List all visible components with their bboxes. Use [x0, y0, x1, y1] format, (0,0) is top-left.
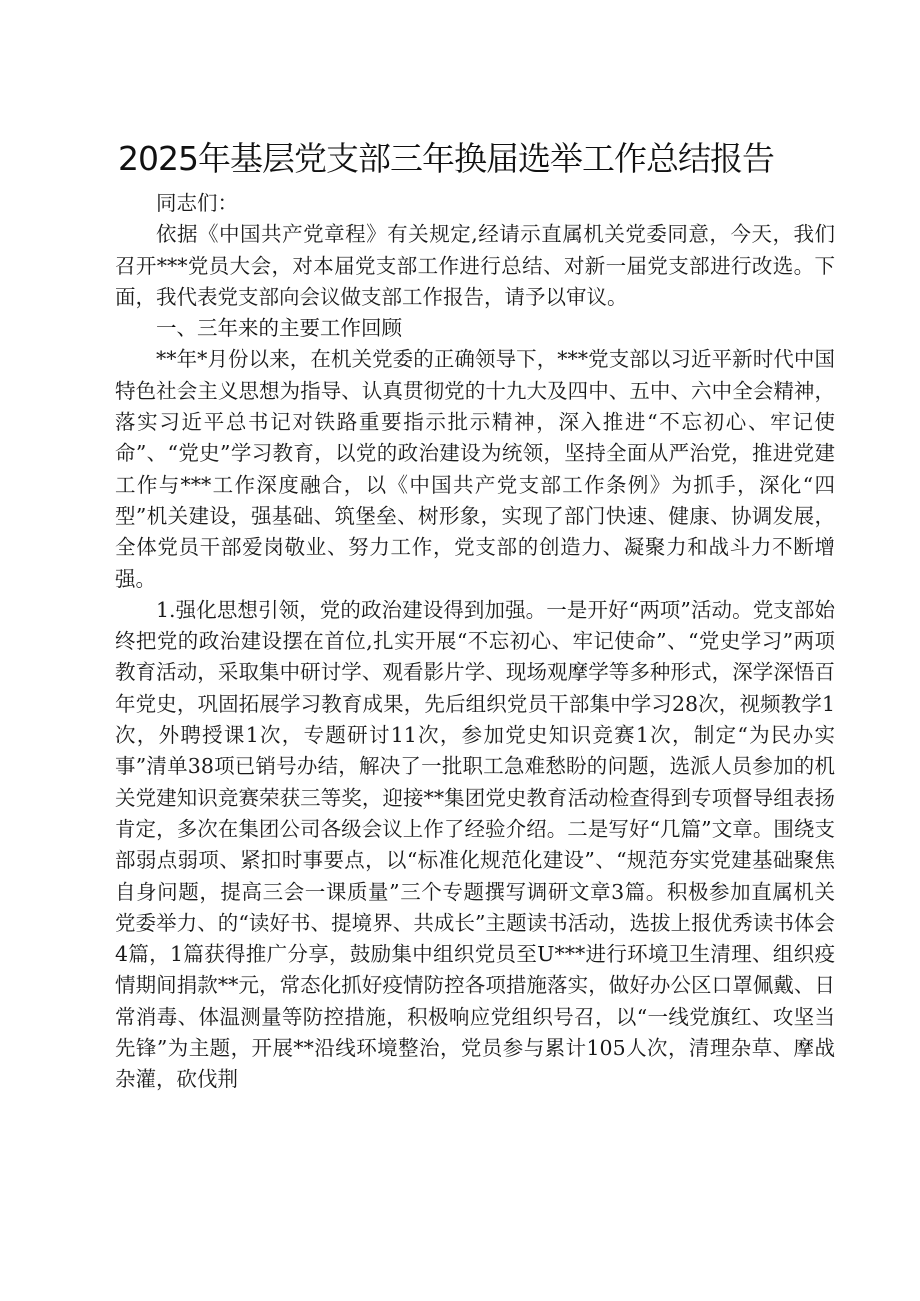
body-paragraph: **年*月份以来，在机关党委的正确领导下，***党支部以习近平新时代中国特色社会主义思想为指导、认真贯彻党的十九大及四中、五中、六中全会精神，落实习近平总书记对铁路重要指示批示精神，深入推进“不忘初心、牢记使命”、“党史”学习教育，以党的政治建设为统领，坚持全面从严治党，推进党建工作与***工作深度融合，以《中国共产党支部工作条例》为抓手，深化“四型”机关建设，强基础、筑堡垒、树形象，实现了部门快速、健康、协调发展，全体党员干部爱岗敬业、努力工作，党支部的创造力、凝聚力和战斗力不断增强。 [115, 347, 835, 591]
section-heading: 一、三年来的主要工作回顾 [156, 316, 402, 341]
salutation: 同志们： [156, 191, 238, 215]
document-body [115, 188, 835, 1096]
document-title: 2025年基层党支部三年换届选举工作总结报告 [118, 139, 774, 178]
intro-paragraph: 依据《中国共产党章程》有关规定,经请示直属机关党委同意，今天，我们召开***党员大会，对本届党支部工作进行总结、对新一届党支部进行改选。下面，我代表党支部向会议做支部工作报告，请予以审议。 [115, 222, 835, 309]
body-paragraph: 1.强化思想引领，党的政治建设得到加强。一是开好“两项”活动。党支部始终把党的政治建设摆在首位,扎实开展“不忘初心、牢记使命”、“党史学习”两项教育活动，采取集中研讨学、观看影片学、现场观摩学等多种形式，深学深悟百年党史，巩固拓展学习教育成果，先后组织党员干部集中学习28次，视频教学1次，外聘授课1次，专题研讨11次，参加党史知识竞赛1次，制定“为民办实事”清单38项已销号办结，解决了一批职工急难愁盼的问题，选派人员参加的机关党建知识竞赛荣获三等奖，迎接**集团党史教育活动检查得到专项督导组表扬肯定，多次在集团公司各级会议上作了经验介绍。二是写好“几篇”文章。围绕支部弱点弱项、紧扣时事要点，以“标准化规范化建设”、“规范夯实党建基础聚焦自身问题，提高三会一课质量”三个专题撰写调研文章3篇。积极参加直属机关党委举力、的“读好书、提境界、共成长”主题读书活动，选拔上报优秀读书体会4篇，1篇获得推广分享，鼓励集中组织党员至U***进行环境卫生清理、组织疫情期间捐款**元，常态化抓好疫情防控各项措施落实，做好办公区口罩佩戴、日常消毒、体温测量等防控措施，积极响应党组织号召，以“一线党旗红、攻坚当先锋”为主题，开展**沿线环境整治，党员参与累计105人次，清理杂草、摩战杂灌，砍伐荆 [115, 597, 835, 1092]
